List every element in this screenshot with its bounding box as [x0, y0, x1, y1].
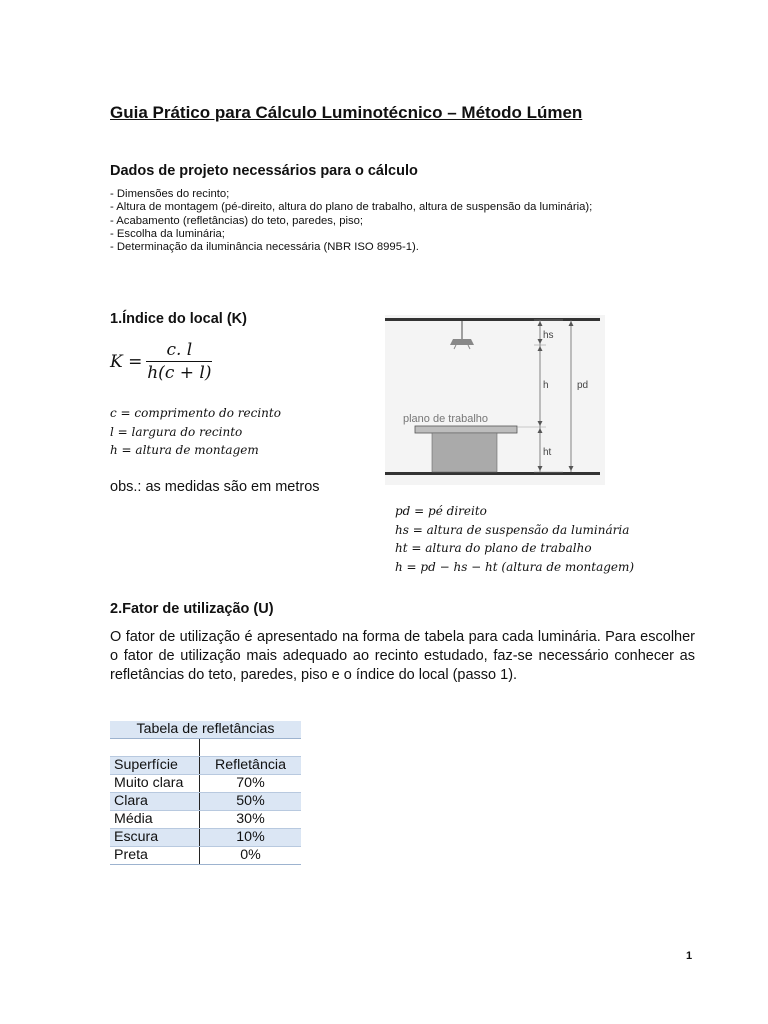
- reflectance-table: [110, 721, 301, 865]
- table-cell: [110, 739, 200, 757]
- table-row: [110, 775, 301, 793]
- legend-line: h = pd − hs − ht (altura de montagem): [395, 559, 635, 574]
- fator-heading: 2.Fator de utilização (U): [110, 601, 274, 617]
- ceiling-line: [385, 318, 600, 321]
- definition-line: l = largura do recinto: [110, 424, 243, 439]
- list-item: - Escolha da luminária;: [110, 227, 225, 240]
- table-cell: 50%: [200, 793, 302, 811]
- label-ht: ht: [543, 447, 552, 458]
- legend-line: hs = altura de suspensão da luminária: [395, 522, 630, 537]
- table-caption: Tabela de refletâncias: [110, 721, 301, 739]
- floor-line: [385, 472, 600, 475]
- list-item: - Altura de montagem (pé-direito, altura do plano de trabalho, altura de suspensão da luminária);: [110, 201, 593, 214]
- plano-label: plano de trabalho: [403, 413, 489, 425]
- table-header-cell: Superfície: [110, 757, 200, 775]
- table-cell: Preta: [110, 847, 200, 865]
- formula-numerator: c. l: [146, 340, 212, 362]
- table-cell: Média: [110, 811, 200, 829]
- table-cell: 30%: [200, 811, 302, 829]
- table-cell: Clara: [110, 793, 200, 811]
- page-number: 1: [686, 950, 693, 962]
- table-cell: 10%: [200, 829, 302, 847]
- table-cell: Muito clara: [110, 775, 200, 793]
- table-cell: 0%: [200, 847, 302, 865]
- work-table: [432, 433, 497, 472]
- legend-line: ht = altura do plano de trabalho: [395, 541, 592, 555]
- table-cell: 70%: [200, 775, 302, 793]
- list-item: - Dimensões do recinto;: [110, 188, 230, 200]
- table-row: [110, 847, 301, 865]
- table-header-cell: Refletância: [200, 757, 302, 775]
- page-title: Guia Prático para Cálculo Luminotécnico – Método Lúmen: [110, 103, 583, 122]
- table-cell: [200, 739, 302, 757]
- k-formula: [110, 340, 212, 383]
- work-surface: [415, 426, 517, 433]
- label-h: h: [543, 380, 549, 391]
- label-hs: hs: [543, 330, 554, 341]
- label-pd: pd: [577, 380, 589, 391]
- definition-line: h = altura de montagem: [110, 443, 259, 457]
- formula-denominator: h(c + l): [147, 363, 212, 383]
- room-diagram: [385, 315, 605, 485]
- table-row: [110, 829, 301, 847]
- diagram-legend: [395, 502, 634, 576]
- formula-fraction: [146, 340, 212, 383]
- definitions: [110, 404, 281, 460]
- indice-heading: 1.Índice do local (K): [110, 311, 247, 327]
- obs-text: obs.: as medidas são em metros: [110, 479, 320, 495]
- list-item: - Determinação da iluminância necessária (NBR ISO 8995-1).: [110, 241, 419, 254]
- formula-lhs: K =: [110, 351, 143, 372]
- table-row: [110, 793, 301, 811]
- legend-line: pd = pé direito: [395, 504, 487, 518]
- table-cell: Escura: [110, 829, 200, 847]
- dados-list: [110, 188, 592, 254]
- fator-paragraph: O fator de utilização é apresentado na forma de tabela para cada luminária. Para escolher o fator de utilização mais adequado ao recinto estudado, faz-se necessário conhecer as refletâncias do teto, paredes, piso e o índice do local (passo 1).: [110, 629, 695, 683]
- definition-line: c = comprimento do recinto: [110, 406, 281, 420]
- dados-heading: Dados de projeto necessários para o cálculo: [110, 163, 418, 179]
- list-item: - Acabamento (refletâncias) do teto, paredes, piso;: [110, 214, 364, 227]
- table-row: [110, 811, 301, 829]
